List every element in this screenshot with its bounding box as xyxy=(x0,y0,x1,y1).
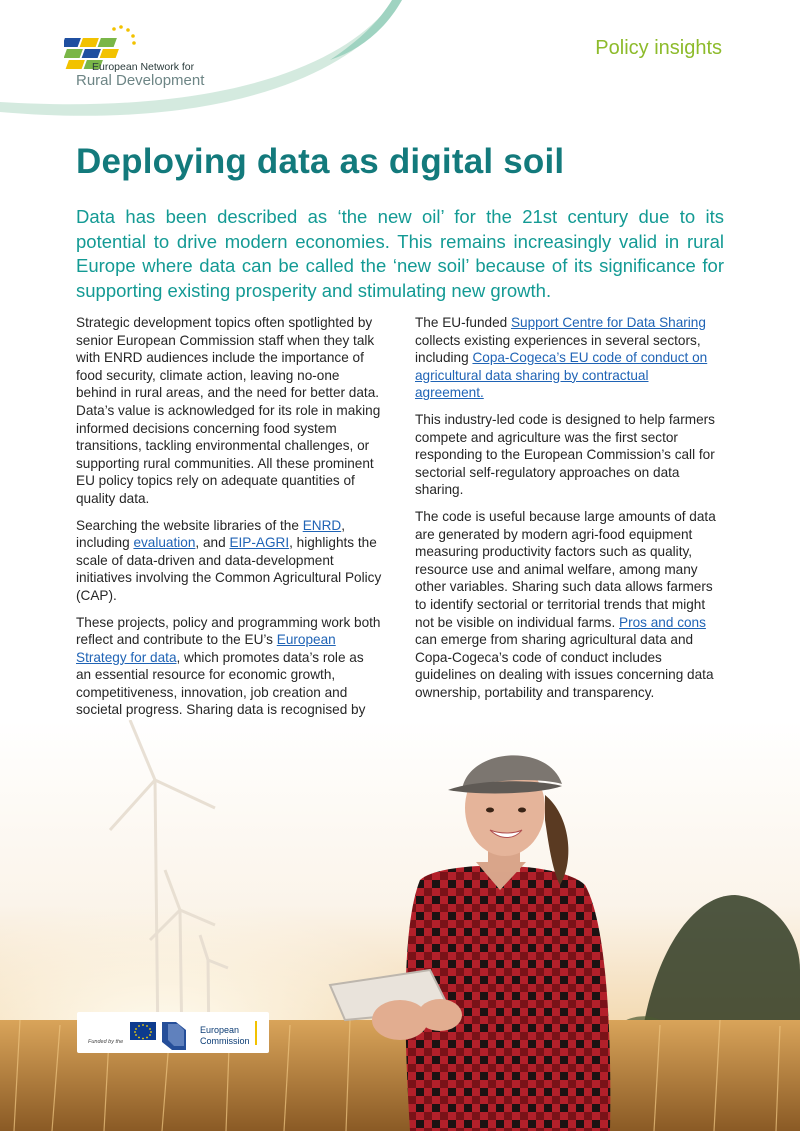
text: Searching the website libraries of the xyxy=(76,517,303,533)
right-paragraph-2: This industry-led code is designed to help farmers compete and agriculture was the first sector responding to the European Commission’s call for sectorial self-regulatory approaches on data sharing. xyxy=(415,411,715,498)
text: , which promotes data’s role as an essential resource for economic growth, competitiveness, innovation, job creation and societal progress. Sharing data is recognised by xyxy=(76,649,366,718)
ec-text-line1: European xyxy=(200,1025,240,1035)
text: The code is useful because large amounts of data are generated by modern agri-food equipment measuring productivity factors such as quality, resource use and animal welfare, among many other variables. Sharing such data allows farmers to identify sectorial or territorial trends that might not be visible on individual farms. xyxy=(415,508,716,630)
left-column xyxy=(76,314,382,763)
logo-text-line2: Rural Development xyxy=(76,72,205,89)
ec-accent-bar xyxy=(255,1021,257,1045)
farmer-photo xyxy=(0,720,800,1131)
text: These projects, policy and programming work both reflect and contribute to the EU’s xyxy=(76,614,381,648)
intro-paragraph: Data has been described as ‘the new oil’ for the 21st century due to its potential to drive modern economies. This remains increasingly valid in rural Europe where data can be called the ‘new soil’ because of its significance for supporting existing prosperity and stimulating new growth. xyxy=(76,206,724,301)
link-european-strategy-for-data[interactable]: European Strategy for data xyxy=(76,632,336,665)
link-support-centre-data-sharing[interactable]: Support Centre for Data Sharing xyxy=(510,315,706,330)
right-paragraph-1 xyxy=(415,314,721,402)
link-evaluation[interactable]: evaluation xyxy=(133,535,196,551)
logo-text-line1: European Network for xyxy=(92,61,195,73)
text: can emerge from sharing agricultural data and Copa-Cogeca’s code of conduct includes guidelines on dealing with issues concerning data ownership, portability and transparency. xyxy=(415,632,714,700)
right-paragraph-3 xyxy=(415,508,721,702)
funded-by-text: Funded by the xyxy=(88,1039,124,1045)
right-column xyxy=(415,314,721,710)
funded-by-eu-box xyxy=(77,1012,269,1053)
text: The EU-funded xyxy=(415,315,511,330)
link-eip-agri[interactable]: EIP-AGRI xyxy=(229,535,290,551)
link-enrd[interactable]: ENRD xyxy=(302,517,342,533)
left-paragraph-2 xyxy=(76,517,382,605)
text: collects existing experiences in several sectors, including xyxy=(415,332,701,366)
ec-text-line2: Commission xyxy=(200,1036,250,1046)
page-title: Deploying data as digital soil xyxy=(76,142,565,181)
text: , including xyxy=(76,517,345,551)
text: , highlights the scale of data-driven and data-development initiatives involving the Common Agricultural Policy (CAP). xyxy=(76,535,382,603)
left-paragraph-1: Strategic development topics often spotlighted by senior European Commission staff when they talk with ENRD audiences include the importance of food security, climate action, leaving no-one behind in rural areas, and the need for better data. Data’s value is acknowledged for its role in making informed decisions concerning food system transitions, tackling environmental challenges, or supporting rural communities. All these prominent EU policy topics rely on adequate quantities of quality data. xyxy=(76,315,381,506)
section-label: Policy insights xyxy=(595,37,722,59)
link-pros-and-cons[interactable]: Pros and cons xyxy=(619,614,706,630)
link-copa-cogeca-code[interactable]: Copa-Cogeca’s EU code of conduct on agricultural data sharing by contractual agreement. xyxy=(415,350,708,401)
text: , and xyxy=(195,535,230,551)
